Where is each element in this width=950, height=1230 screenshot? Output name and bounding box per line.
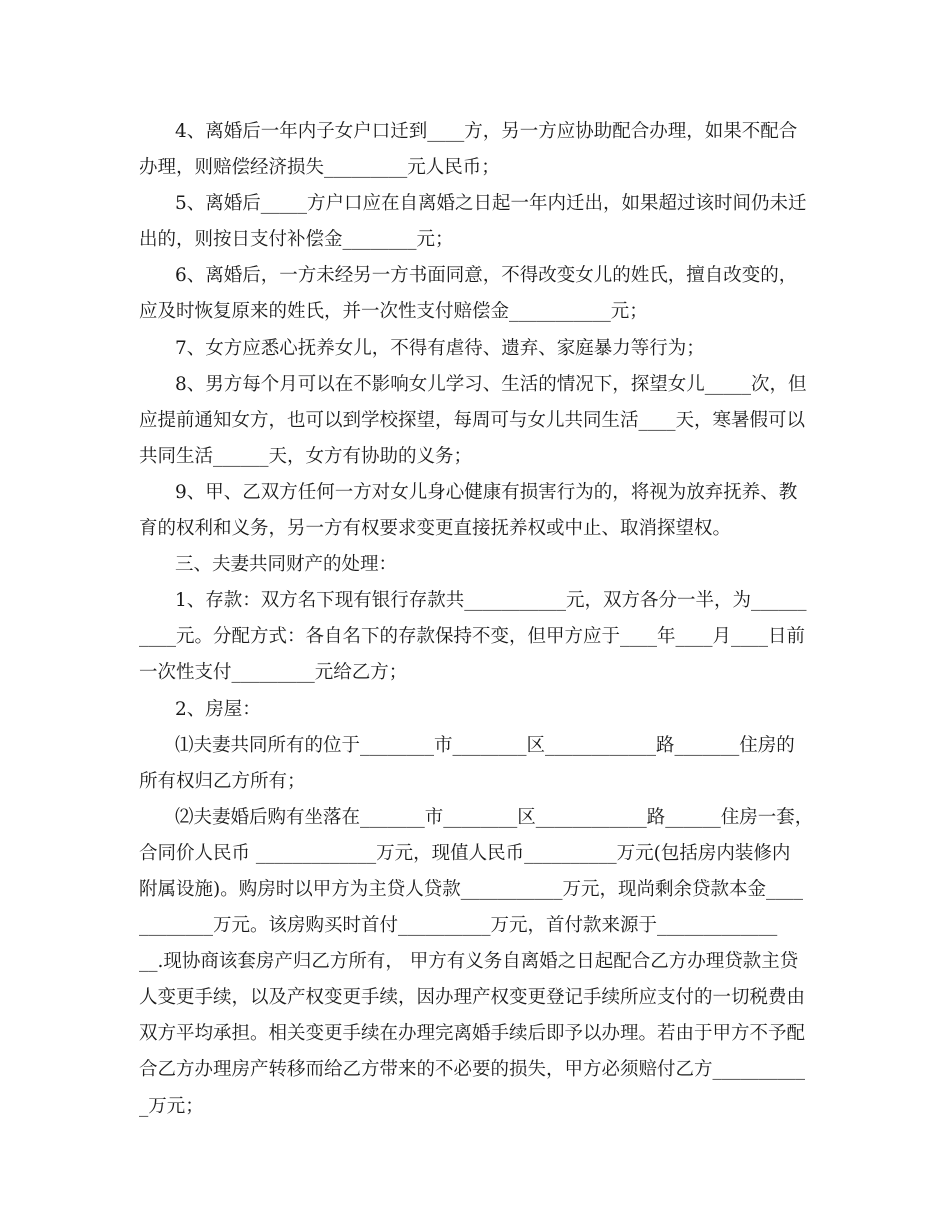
text-line: 6、离婚后，一方未经另一方书面同意，不得改变女儿的姓氏，擅自改变的， [175,265,798,287]
text-line: 合同价人民币 _____________万元，现值人民币__________万元(包括房内装修内 [139,842,791,864]
text-line: 5、离婚后_____方户口应在自离婚之日起一年内迁出，如果超过该时间仍未迁 [175,193,807,215]
text-line: 4、离婚后一年内子女户口迁到____方，另一方应协助配合办理，如果不配合 [175,121,798,142]
text-line: 8、男方每个月可以在不影响女儿学习、生活的情况下，探望女儿_____次，但 [175,373,807,395]
text-line: ⑴夫妻共同所有的位于________市________区____________路_______住房的 [175,734,795,756]
text-line: 9、甲、乙双方任何一方对女儿身心健康有损害行为的，将视为放弃抚养、教 [175,481,798,503]
text-line: 1、存款：双方名下现有银行存款共___________元，双方各分一半，为______ [175,590,807,612]
text-line: 共同生活______天，女方有协助的义务； [139,445,473,467]
text-line: ____元。分配方式：各自名下的存款保持不变，但甲方应于____年____月____日前 [139,626,806,648]
text-line: 所有权归乙方所有； [139,770,306,792]
text-line: 人变更手续，以及产权变更手续，因办理产权变更登记手续所应支付的一切税费由 [139,987,806,1009]
text-line: ________万元。该房购买时首付__________万元，首付款来源于_____________ [139,915,778,937]
text-line: 应提前通知女方，也可以到学校探望，每周可与女儿共同生活____天，寒暑假可以 [139,409,806,431]
text-line: 合乙方办理房产转移而给乙方带来的不必要的损失，甲方必须赔付乙方__________ [139,1059,806,1081]
text-line: 三、夫妻共同财产的处理： [175,554,398,576]
text-line: 出的，则按日支付补偿金________元； [139,229,454,251]
text-line: 育的权利和义务，另一方有权要求变更直接抚养权或中止、取消探望权。 [139,518,732,540]
document-body [139,114,829,1125]
text-line: __.现协商该套房产归乙方所有， 甲方有义务自离婚之日起配合乙方办理贷款主贷 [139,951,799,973]
text-line: 附属设施)。购房时以甲方为主贷人贷款___________万元，现尚剩余贷款本金____ [139,878,803,900]
text-line: 办理，则赔偿经济损失_________元人民币； [139,157,500,179]
text-line: 应及时恢复原来的姓氏，并一次性支付赔偿金___________元； [139,301,648,323]
text-line: _万元； [139,1095,204,1117]
text-line: 一次性支付_________元给乙方； [139,662,408,684]
text-line: 7、女方应悉心抚养女儿，不得有虐待、遗弃、家庭暴力等行为； [175,337,705,359]
text-line: 双方平均承担。相关变更手续在办理完离婚手续后即予以办理。若由于甲方不予配 [139,1023,806,1045]
text-line: 2、房屋： [175,698,261,720]
text-line: ⑵夫妻婚后购有坐落在_______市________区____________路______住房一套， [175,806,814,828]
